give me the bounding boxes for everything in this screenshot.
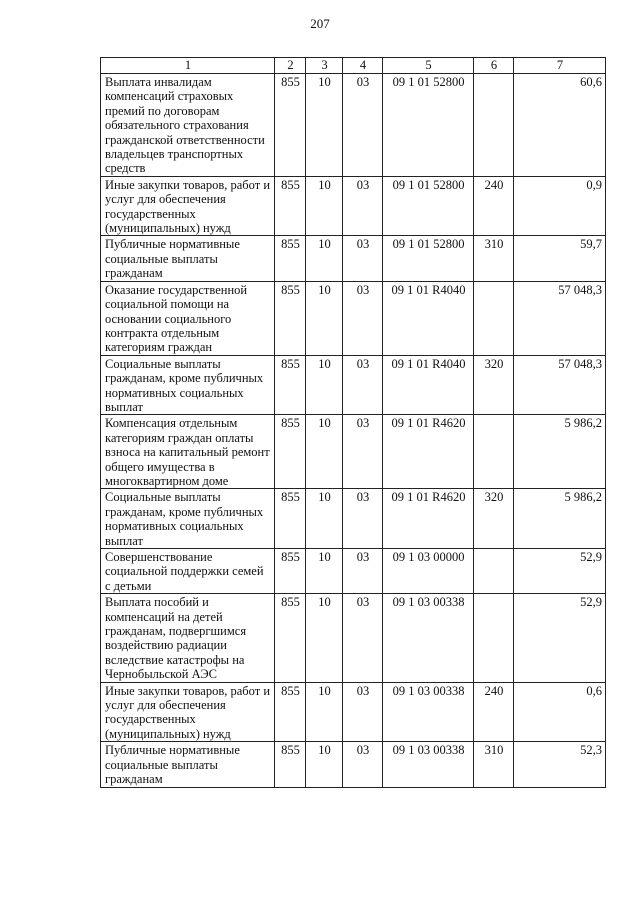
section-code-cell: 10 bbox=[306, 489, 343, 549]
expense-type-cell: 320 bbox=[474, 489, 514, 549]
column-header: 4 bbox=[343, 58, 383, 74]
subsection-code-cell: 03 bbox=[343, 549, 383, 594]
expense-type-cell bbox=[474, 281, 514, 355]
row-name-cell: Публичные нормативные социальные выплаты гражданам bbox=[101, 742, 275, 787]
table-row bbox=[101, 682, 606, 742]
ministry-code-cell: 855 bbox=[275, 236, 306, 281]
section-code-cell: 10 bbox=[306, 176, 343, 236]
amount-cell: 60,6 bbox=[514, 74, 606, 177]
budget-table bbox=[100, 57, 606, 788]
target-article-cell: 09 1 01 52800 bbox=[383, 236, 474, 281]
subsection-code-cell: 03 bbox=[343, 682, 383, 742]
row-name-cell: Совершенствование социальной поддержки семей с детьми bbox=[101, 549, 275, 594]
subsection-code-cell: 03 bbox=[343, 74, 383, 177]
amount-cell: 5 986,2 bbox=[514, 415, 606, 489]
amount-cell: 52,9 bbox=[514, 549, 606, 594]
row-name-cell: Иные закупки товаров, работ и услуг для обеспечения государственных (муниципальных) нужд bbox=[101, 682, 275, 742]
expense-type-cell: 240 bbox=[474, 682, 514, 742]
amount-cell: 57 048,3 bbox=[514, 355, 606, 415]
target-article-cell: 09 1 01 R4620 bbox=[383, 489, 474, 549]
subsection-code-cell: 03 bbox=[343, 281, 383, 355]
target-article-cell: 09 1 03 00000 bbox=[383, 549, 474, 594]
expense-type-cell bbox=[474, 594, 514, 682]
ministry-code-cell: 855 bbox=[275, 176, 306, 236]
table-row bbox=[101, 742, 606, 787]
subsection-code-cell: 03 bbox=[343, 236, 383, 281]
section-code-cell: 10 bbox=[306, 549, 343, 594]
section-code-cell: 10 bbox=[306, 742, 343, 787]
column-header: 5 bbox=[383, 58, 474, 74]
table-row bbox=[101, 489, 606, 549]
row-name-cell: Оказание государственной социальной помощи на основании социального контракта отдельным категориям граждан bbox=[101, 281, 275, 355]
column-header: 6 bbox=[474, 58, 514, 74]
table-header-row bbox=[101, 58, 606, 74]
row-name-cell: Публичные нормативные социальные выплаты гражданам bbox=[101, 236, 275, 281]
section-code-cell: 10 bbox=[306, 236, 343, 281]
target-article-cell: 09 1 01 R4040 bbox=[383, 281, 474, 355]
ministry-code-cell: 855 bbox=[275, 281, 306, 355]
section-code-cell: 10 bbox=[306, 74, 343, 177]
subsection-code-cell: 03 bbox=[343, 355, 383, 415]
column-header: 7 bbox=[514, 58, 606, 74]
row-name-cell: Выплата пособий и компенсаций на детей гражданам, подвергшимся воздействию радиации вследствие катастрофы на Чернобыльской АЭС bbox=[101, 594, 275, 682]
amount-cell: 0,6 bbox=[514, 682, 606, 742]
row-name-cell: Социальные выплаты гражданам, кроме публичных нормативных социальных выплат bbox=[101, 489, 275, 549]
ministry-code-cell: 855 bbox=[275, 74, 306, 177]
expense-type-cell: 320 bbox=[474, 355, 514, 415]
section-code-cell: 10 bbox=[306, 415, 343, 489]
target-article-cell: 09 1 03 00338 bbox=[383, 682, 474, 742]
table-row bbox=[101, 236, 606, 281]
subsection-code-cell: 03 bbox=[343, 176, 383, 236]
amount-cell: 59,7 bbox=[514, 236, 606, 281]
expense-type-cell bbox=[474, 415, 514, 489]
section-code-cell: 10 bbox=[306, 355, 343, 415]
target-article-cell: 09 1 01 52800 bbox=[383, 176, 474, 236]
amount-cell: 0,9 bbox=[514, 176, 606, 236]
subsection-code-cell: 03 bbox=[343, 489, 383, 549]
ministry-code-cell: 855 bbox=[275, 489, 306, 549]
table-row bbox=[101, 176, 606, 236]
page-number: 207 bbox=[310, 16, 330, 31]
target-article-cell: 09 1 01 R4620 bbox=[383, 415, 474, 489]
table-row bbox=[101, 355, 606, 415]
expense-type-cell: 310 bbox=[474, 742, 514, 787]
row-name-cell: Выплата инвалидам компенсаций страховых премий по договорам обязательного страхования гражданской ответственности владельцев транспортных средств bbox=[101, 74, 275, 177]
row-name-cell: Социальные выплаты гражданам, кроме публичных нормативных социальных выплат bbox=[101, 355, 275, 415]
expense-type-cell: 310 bbox=[474, 236, 514, 281]
amount-cell: 57 048,3 bbox=[514, 281, 606, 355]
ministry-code-cell: 855 bbox=[275, 549, 306, 594]
ministry-code-cell: 855 bbox=[275, 742, 306, 787]
ministry-code-cell: 855 bbox=[275, 594, 306, 682]
table-row bbox=[101, 415, 606, 489]
subsection-code-cell: 03 bbox=[343, 415, 383, 489]
subsection-code-cell: 03 bbox=[343, 742, 383, 787]
expense-type-cell: 240 bbox=[474, 176, 514, 236]
row-name-cell: Компенсация отдельным категориям граждан оплаты взноса на капитальный ремонт общего имущества в многоквартирном доме bbox=[101, 415, 275, 489]
subsection-code-cell: 03 bbox=[343, 594, 383, 682]
table-row bbox=[101, 549, 606, 594]
target-article-cell: 09 1 01 52800 bbox=[383, 74, 474, 177]
expense-type-cell bbox=[474, 549, 514, 594]
expense-type-cell bbox=[474, 74, 514, 177]
table-row bbox=[101, 281, 606, 355]
column-header: 1 bbox=[101, 58, 275, 74]
section-code-cell: 10 bbox=[306, 594, 343, 682]
target-article-cell: 09 1 03 00338 bbox=[383, 742, 474, 787]
table-row bbox=[101, 74, 606, 177]
ministry-code-cell: 855 bbox=[275, 415, 306, 489]
ministry-code-cell: 855 bbox=[275, 682, 306, 742]
column-header: 3 bbox=[306, 58, 343, 74]
amount-cell: 5 986,2 bbox=[514, 489, 606, 549]
section-code-cell: 10 bbox=[306, 281, 343, 355]
target-article-cell: 09 1 03 00338 bbox=[383, 594, 474, 682]
amount-cell: 52,3 bbox=[514, 742, 606, 787]
ministry-code-cell: 855 bbox=[275, 355, 306, 415]
target-article-cell: 09 1 01 R4040 bbox=[383, 355, 474, 415]
section-code-cell: 10 bbox=[306, 682, 343, 742]
column-header: 2 bbox=[275, 58, 306, 74]
row-name-cell: Иные закупки товаров, работ и услуг для обеспечения государственных (муниципальных) нужд bbox=[101, 176, 275, 236]
table-row bbox=[101, 594, 606, 682]
amount-cell: 52,9 bbox=[514, 594, 606, 682]
